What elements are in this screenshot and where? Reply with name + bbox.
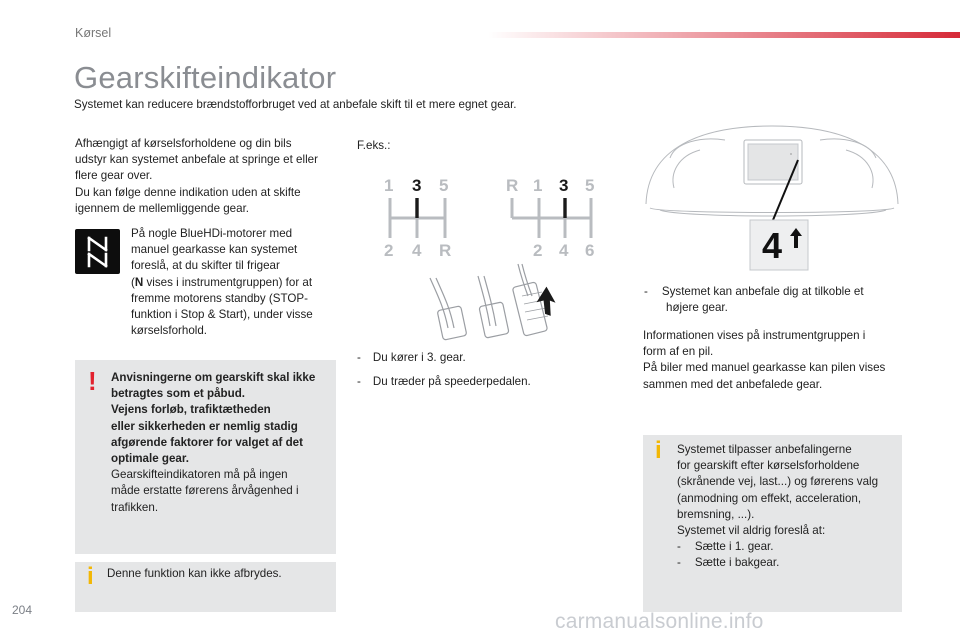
info-icon: i [87, 563, 94, 590]
gear-label: R [439, 241, 452, 260]
page-number: 204 [12, 603, 33, 617]
middle-bullet-1: - Du kører i 3. gear. [357, 351, 466, 364]
gear-label: R [506, 176, 519, 195]
gear-label: 5 [439, 176, 449, 195]
info-text: Denne funktion kan ikke afbrydes. [107, 567, 282, 580]
middle-bullet-2: - Du træder på speederpedalen. [357, 375, 531, 388]
info-icon: i [655, 437, 662, 464]
gear-label: 2 [533, 241, 543, 260]
section-label: Kørsel [75, 26, 112, 40]
header-rule [488, 32, 960, 38]
instrument-cluster-illustration [640, 118, 905, 278]
gear-gate-5-speed [384, 176, 451, 260]
right-bullet-1: - Systemet kan anbefale dig at tilkoble et højere gear. [644, 285, 864, 315]
gear-label: 1 [384, 176, 394, 195]
gear-label-active: 3 [412, 176, 422, 195]
gear-label: 4 [412, 241, 422, 260]
gear-label: 6 [585, 241, 595, 260]
left-para-1: Afhængigt af kørselsforholdene og din bils udstyr kan systemet anbefale at springe et eller flere gear over. Du kan følge denne indikation uden at skifte igennem de mellemliggende gear. [75, 137, 318, 215]
pedals-illustration [430, 264, 548, 340]
gear-label: 5 [585, 176, 595, 195]
watermark: carmanualsonline.info [555, 610, 764, 633]
gear-label: 1 [533, 176, 543, 195]
neutral-gear-icon [75, 229, 120, 274]
display-gear-number: 4 [762, 225, 783, 266]
gear-label-active: 3 [559, 176, 569, 195]
neutral-note: På nogle BlueHDi-motorer med manuel gearkasse kan systemet foreslå, at du skifter til frigear (N vises i instrumentgruppen) for at fremme motorens standby (STOP- funktion i Stop & Start), under visse kørselsforhold. [131, 227, 313, 338]
warning-text: Anvisningerne om gearskift skal ikke betragtes som et påbud. Vejens forløb, trafiktætheden eller sikkerheden er nemlig stadig afgørende faktorer for valget af det optimale gear. Gearskifteindikatoren må på ingen måde erstatte førerens årvågenhed i trafikken. [111, 371, 316, 514]
gear-gate-6-speed [506, 176, 594, 260]
gear-diagram [370, 168, 610, 348]
gear-label: 4 [559, 241, 569, 260]
warning-icon: ! [88, 366, 97, 396]
page-title: Gearskifteindikator [74, 60, 337, 95]
right-para: Informationen vises på instrumentgruppen i form af en pil. På biler med manuel gearkasse kan pilen vises sammen med det anbefalede gear. [643, 329, 886, 391]
intro-text: Systemet kan reducere brændstofforbruget ved at anbefale skift til et mere egnet gear. [74, 98, 517, 111]
example-label: F.eks.: [357, 139, 391, 152]
info-text-right: Systemet tilpasser anbefalingerne for gearskift efter kørselsforholdene (skrånende vej, last...) og førerens valg (anmodning om effekt, acceleration, bremsning, ...). Systemet vil aldrig foreslå at: - Sætte i 1. gear. - Sætte i bakgear. [677, 443, 879, 570]
gear-label: 2 [384, 241, 394, 260]
